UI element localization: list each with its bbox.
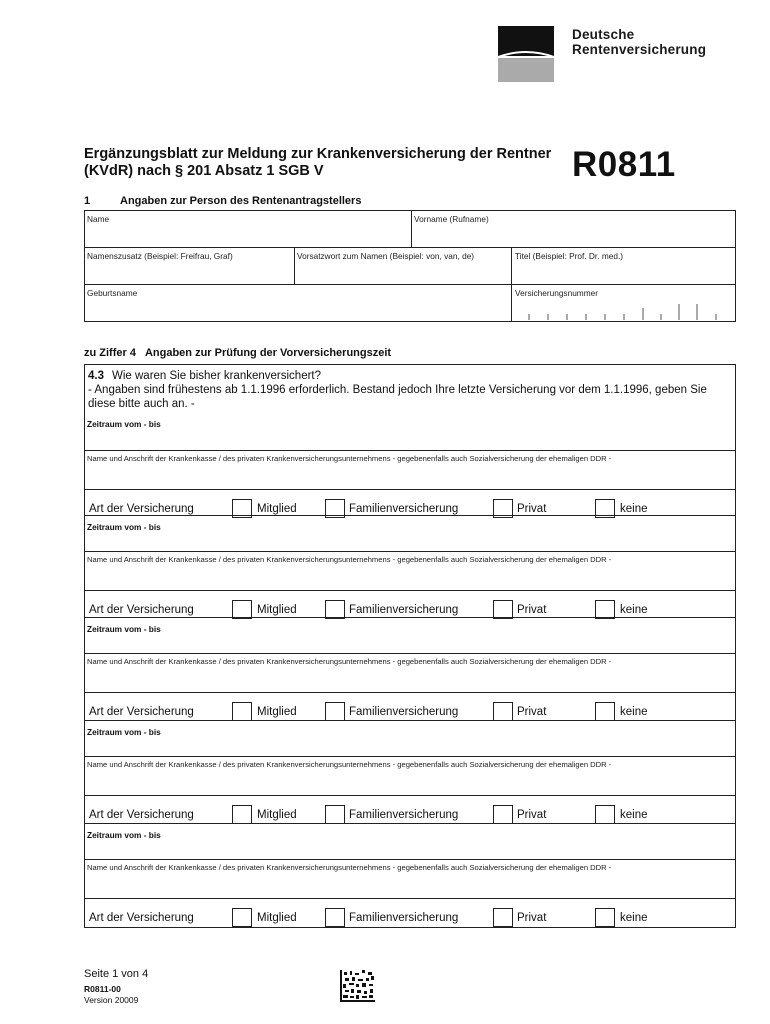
krankenkasse-address-field[interactable]: Name und Anschrift der Krankenkasse / des privaten Krankenversicherungsunternehmens - gegebenenfalls auch Sozialversicherung der ehemaligen DDR - — [87, 760, 612, 769]
drv-logo — [498, 26, 713, 84]
page-number: Seite 1 von 4 — [84, 968, 149, 980]
zeitraum-field[interactable]: Zeitraum vom - bis — [87, 727, 161, 737]
option-label-1: Familienversicherung — [349, 706, 459, 718]
option-label-1: Familienversicherung — [349, 503, 459, 515]
option-label-3: keine — [620, 604, 648, 616]
option-label-0: Mitglied — [257, 503, 297, 515]
art-der-versicherung-label: Art der Versicherung — [89, 912, 194, 924]
titel-field[interactable]: Titel (Beispiel: Prof. Dr. med.) — [515, 251, 624, 261]
period-divider — [84, 823, 736, 824]
drv-logo-icon — [498, 26, 554, 82]
art-der-versicherung-label: Art der Versicherung — [89, 809, 194, 821]
section1-title: Angaben zur Person des Rentenantragstellers — [120, 195, 362, 207]
zeitraum-field[interactable]: Zeitraum vom - bis — [87, 419, 161, 429]
option-label-2: Privat — [517, 912, 547, 924]
zeitraum-field[interactable]: Zeitraum vom - bis — [87, 522, 161, 532]
art-der-versicherung-label: Art der Versicherung — [89, 604, 194, 616]
section4-prefix: zu Ziffer 4 — [84, 347, 136, 359]
footer-version: Version 20009 — [84, 995, 139, 1005]
option-checkbox-3[interactable] — [595, 702, 615, 721]
option-label-1: Familienversicherung — [349, 604, 459, 616]
period-divider — [84, 489, 736, 490]
option-label-0: Mitglied — [257, 604, 297, 616]
namenszusatz-field[interactable]: Namenszusatz (Beispiel: Freifrau, Graf) — [87, 251, 233, 261]
section1-number: 1 — [84, 195, 91, 207]
option-label-0: Mitglied — [257, 809, 297, 821]
vorsatzwort-field[interactable]: Vorsatzwort zum Namen (Beispiel: von, van, de) — [297, 251, 475, 261]
period-divider — [84, 692, 736, 693]
row-divider — [85, 247, 735, 248]
option-label-2: Privat — [517, 604, 547, 616]
logo-line1: Deutsche — [572, 27, 635, 42]
datamatrix-barcode — [340, 970, 375, 1002]
form-title: Ergänzungsblatt zur Meldung zur Krankenversicherung der Rentner (KVdR) nach § 201 Absatz 1 SGB V — [84, 146, 552, 179]
period-block — [84, 720, 736, 824]
question-text: Wie waren Sie bisher krankenversichert? — [112, 370, 322, 382]
option-checkbox-0[interactable] — [232, 702, 252, 721]
col-divider — [294, 247, 295, 284]
option-checkbox-3[interactable] — [595, 908, 615, 927]
zeitraum-field[interactable]: Zeitraum vom - bis — [87, 830, 161, 840]
option-label-3: keine — [620, 912, 648, 924]
question-4-3 — [88, 369, 728, 411]
option-checkbox-1[interactable] — [325, 908, 345, 927]
period-block — [84, 515, 736, 619]
option-label-3: keine — [620, 706, 648, 718]
period-divider — [84, 720, 736, 721]
footer-form-code: R0811-00 — [84, 984, 121, 994]
question-note: - Angaben sind frühestens ab 1.1.1996 erforderlich. Bestand jedoch Ihre letzte Versicherung vor dem 1.1.1996, geben Sie diese bitte auch an. - — [88, 384, 707, 410]
period-divider — [84, 551, 736, 552]
name-field[interactable]: Name — [87, 214, 110, 224]
versicherungsnummer-field[interactable]: Versicherungsnummer — [515, 288, 599, 298]
option-checkbox-0[interactable] — [232, 805, 252, 824]
period-divider — [84, 617, 736, 618]
option-checkbox-2[interactable] — [493, 702, 513, 721]
period-block — [84, 617, 736, 721]
form-code: R0811 — [572, 145, 676, 184]
option-label-3: keine — [620, 503, 648, 515]
krankenkasse-address-field[interactable]: Name und Anschrift der Krankenkasse / des privaten Krankenversicherungsunternehmens - gegebenenfalls auch Sozialversicherung der ehemaligen DDR - — [87, 555, 612, 564]
section4-heading — [84, 347, 391, 359]
option-label-1: Familienversicherung — [349, 912, 459, 924]
period-divider — [84, 859, 736, 860]
option-checkbox-1[interactable] — [325, 805, 345, 824]
period-divider — [84, 795, 736, 796]
krankenkasse-address-field[interactable]: Name und Anschrift der Krankenkasse / des privaten Krankenversicherungsunternehmens - gegebenenfalls auch Sozialversicherung der ehemaligen DDR - — [87, 454, 612, 463]
option-label-2: Privat — [517, 706, 547, 718]
option-checkbox-1[interactable] — [325, 702, 345, 721]
period-divider — [84, 653, 736, 654]
option-checkbox-0[interactable] — [232, 908, 252, 927]
period-divider — [84, 756, 736, 757]
period-divider — [84, 898, 736, 899]
zeitraum-field[interactable]: Zeitraum vom - bis — [87, 624, 161, 634]
art-der-versicherung-label: Art der Versicherung — [89, 503, 194, 515]
option-label-1: Familienversicherung — [349, 809, 459, 821]
option-label-0: Mitglied — [257, 706, 297, 718]
vorname-field[interactable]: Vorname (Rufname) — [414, 214, 489, 224]
logo-line2: Rentenversicherung — [572, 42, 707, 57]
option-label-2: Privat — [517, 503, 547, 515]
option-label-2: Privat — [517, 809, 547, 821]
krankenkasse-address-field[interactable]: Name und Anschrift der Krankenkasse / des privaten Krankenversicherungsunternehmens - gegebenenfalls auch Sozialversicherung der ehemaligen DDR - — [87, 657, 612, 666]
period-divider — [84, 515, 736, 516]
logo-text — [572, 27, 706, 57]
col-divider — [411, 211, 412, 247]
section1-heading — [84, 195, 361, 207]
option-label-0: Mitglied — [257, 912, 297, 924]
krankenkasse-address-field[interactable]: Name und Anschrift der Krankenkasse / des privaten Krankenversicherungsunternehmens - gegebenenfalls auch Sozialversicherung der ehemaligen DDR - — [87, 863, 612, 872]
option-checkbox-3[interactable] — [595, 805, 615, 824]
period-block — [84, 414, 736, 518]
geburtsname-field[interactable]: Geburtsname — [87, 288, 138, 298]
option-label-3: keine — [620, 809, 648, 821]
row-divider — [85, 284, 735, 285]
art-der-versicherung-label: Art der Versicherung — [89, 706, 194, 718]
period-divider — [84, 450, 736, 451]
option-checkbox-2[interactable] — [493, 908, 513, 927]
period-block — [84, 823, 736, 927]
versicherungsnummer-ticks — [511, 302, 735, 320]
question-number: 4.3 — [88, 370, 104, 382]
option-checkbox-2[interactable] — [493, 805, 513, 824]
period-divider — [84, 590, 736, 591]
section4-title: Angaben zur Prüfung der Vorversicherungszeit — [144, 347, 392, 359]
